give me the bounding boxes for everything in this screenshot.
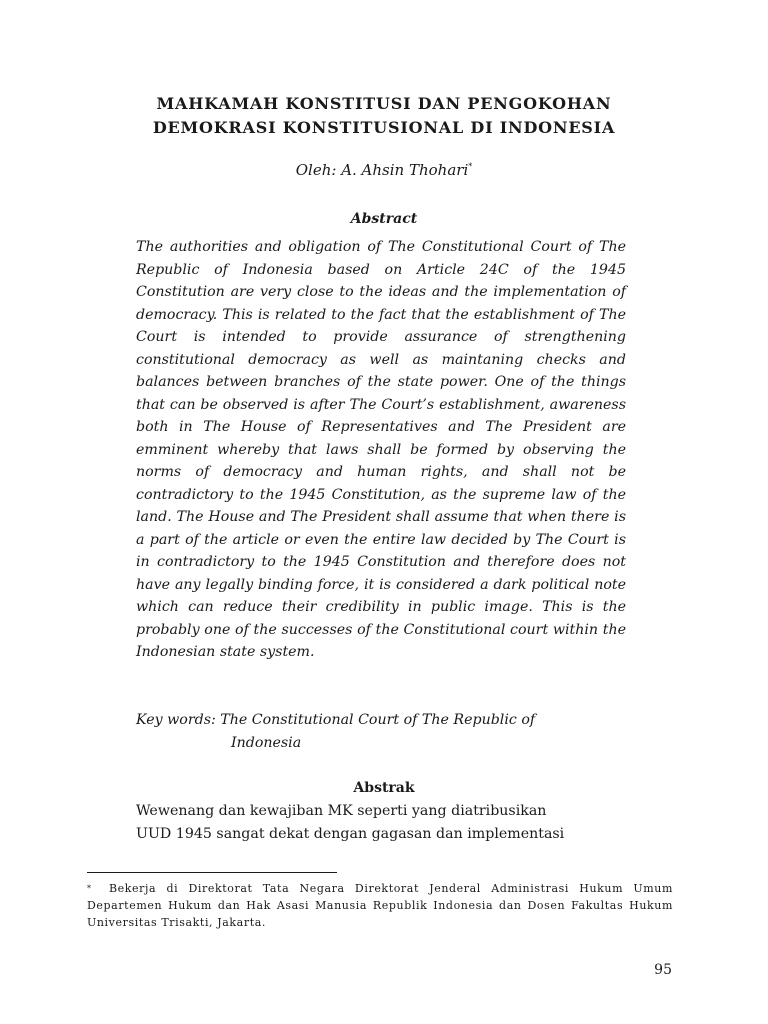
abstract-heading: Abstract: [350, 211, 418, 227]
abstrak-line-2: UUD 1945 sangat dekat dengan gagasan dan implementasi: [136, 826, 565, 842]
keywords-line-1: Key words: The Constitutional Court of The Republic of: [136, 712, 536, 728]
abstrak-line-1: Wewenang dan kewajiban MK seperti yang diatribusikan: [136, 803, 547, 819]
footnote: [87, 880, 673, 931]
page-number: 95: [654, 962, 672, 978]
abstrak-text: [136, 800, 626, 846]
footnote-divider: [87, 872, 337, 873]
keywords-line-2: Indonesia: [231, 735, 302, 751]
abstract-text: The authorities and obligation of The Constitutional Court of The Republic of Indonesia based on Article 24C of the 1945 Constitution are very close to the ideas and the implementation of democracy. This is related to the fact that the establishment of The Court is intended to provide assurance of strengthening constitutional democracy as well as maintaning checks and balances between branches of the state power. One of the things that can be observed is after The Court’s establishment, awareness both in The House of Representatives and The President are emminent whereby that laws shall be formed by observing the norms of democracy and human rights, and shall not be contradictory to the 1945 Constitution, as the supreme law of the land. The House and The President shall assume that when there is a part of the article or even the entire law decided by The Court is in contradictory to the 1945 Constitution and therefore does not have any legally binding force, it is considered a dark political note which can reduce their credibility in public image. This is the probably one of the successes of the Constitutional court within the Indonesian state system.: [136, 239, 626, 660]
title-line-2: DEMOKRASI KONSTITUSIONAL DI INDONESIA: [152, 118, 616, 137]
footnote-marker: *: [87, 884, 92, 893]
author-footnote-marker: *: [468, 162, 473, 171]
author-name: Oleh: A. Ahsin Thohari: [295, 161, 469, 179]
keywords: [136, 709, 626, 755]
title-line-1: MAHKAMAH KONSTITUSI DAN PENGOKOHAN: [156, 94, 612, 113]
abstrak-heading: Abstrak: [353, 780, 415, 796]
footnote-text: Bekerja di Direktorat Tata Negara Direktorat Jenderal Administrasi Hukum Umum Departemen Hukum dan Hak Asasi Manusia Republik Indonesia dan Dosen Fakultas Hukum Universitas Trisakti, Jakarta.: [87, 882, 673, 929]
author-byline: [0, 161, 768, 179]
article-title: [0, 92, 768, 140]
